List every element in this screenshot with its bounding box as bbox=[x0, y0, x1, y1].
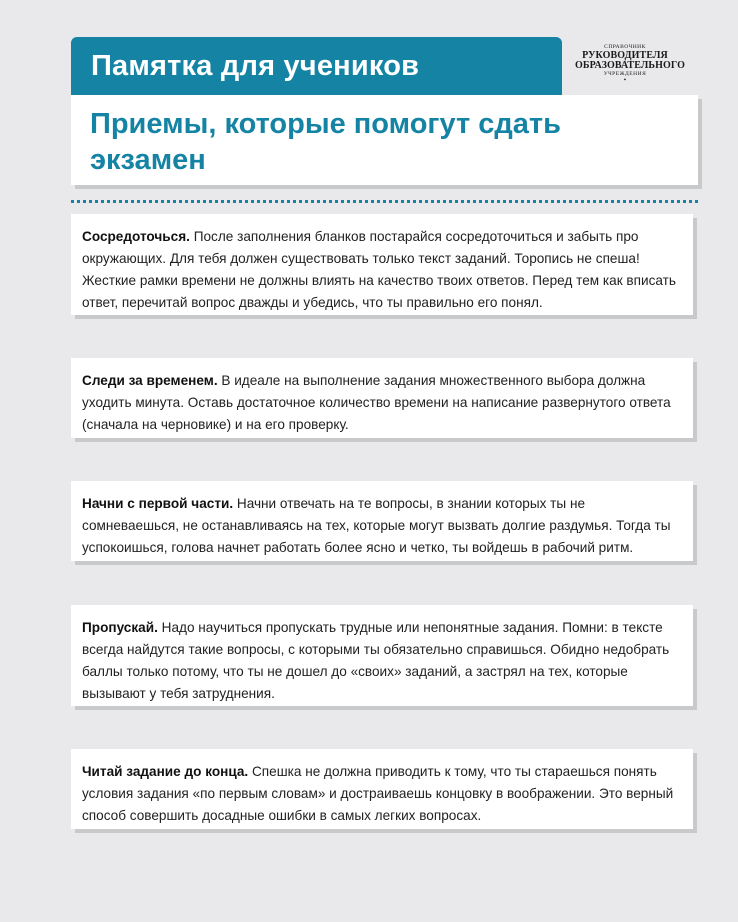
dotted-divider bbox=[71, 200, 698, 203]
logo-dot-icon: • bbox=[623, 75, 627, 84]
logo-top-text: СПРАВОЧНИК bbox=[604, 44, 646, 50]
subtitle-card bbox=[71, 95, 698, 185]
tip-card-skip bbox=[71, 605, 693, 706]
tip-card-first-part bbox=[71, 481, 693, 561]
logo-bottom-text: УЧРЕЖДЕНИЯ bbox=[603, 70, 647, 77]
tip-text: Спешка не должна приводить к тому, что ты стараешься понять условия задания «по первым словам» и достраиваешь концовку в воображении. Это верный способ совершить досадные ошибки в самых легких вопросах. bbox=[82, 764, 674, 823]
tip-text: Начни отвечать на те вопросы, в знании которых ты не сомневаешься, не останавливаясь на тех, которые могут вызвать долгие раздумья. Тогда ты успокоишься, голова начнет работать более ясно и четко, ты войдешь в рабочий ритм. bbox=[82, 496, 671, 555]
tip-paragraph bbox=[82, 370, 679, 436]
tip-card-focus bbox=[71, 214, 693, 315]
publisher-logo bbox=[575, 44, 685, 84]
tip-heading: Пропускай. bbox=[82, 620, 158, 635]
tip-paragraph bbox=[82, 493, 679, 559]
logo-line-2: ОБРАЗОВАТЕЛЬНОГО bbox=[575, 60, 685, 72]
tip-paragraph bbox=[82, 761, 679, 827]
tip-heading: Начни с первой части. bbox=[82, 496, 234, 511]
tip-card-read-to-end bbox=[71, 749, 693, 829]
tip-paragraph bbox=[82, 617, 679, 705]
tip-heading: Следи за временем. bbox=[82, 373, 218, 388]
tip-heading: Сосредоточься. bbox=[82, 229, 190, 244]
tip-text: Надо научиться пропускать трудные или непонятные задания. Помни: в тексте всегда найдутся такие вопросы, с которыми ты обязательно справишься. Обидно недобрать баллы только потому, что ты не дошел до «своих» заданий, а застрял на тех, которые вызывают у тебя затруднения. bbox=[82, 620, 670, 701]
page-title: Памятка для учеников bbox=[91, 49, 420, 82]
header-bar bbox=[71, 37, 562, 95]
logo-line-1: РУКОВОДИТЕЛЯ bbox=[582, 49, 668, 61]
tip-paragraph bbox=[82, 226, 679, 314]
tip-heading: Читай задание до конца. bbox=[82, 764, 249, 779]
tip-card-time bbox=[71, 358, 693, 438]
tip-text: После заполнения бланков постарайся сосредоточиться и забыть про окружающих. Для тебя должен существовать только текст заданий. Торопись не спеша! Жесткие рамки времени не должны влиять на качество твоих ответов. Перед тем как вписать ответ, перечитай вопрос дважды и убедись, что ты правильно его понял. bbox=[82, 229, 676, 310]
tip-text: В идеале на выполнение задания множественного выбора должна уходить минута. Оставь достаточное количество времени на написание развернутого ответа (сначала на черновике) и на его проверку. bbox=[82, 373, 671, 432]
page-subtitle: Приемы, которые помогут сдать экзамен bbox=[90, 108, 561, 176]
